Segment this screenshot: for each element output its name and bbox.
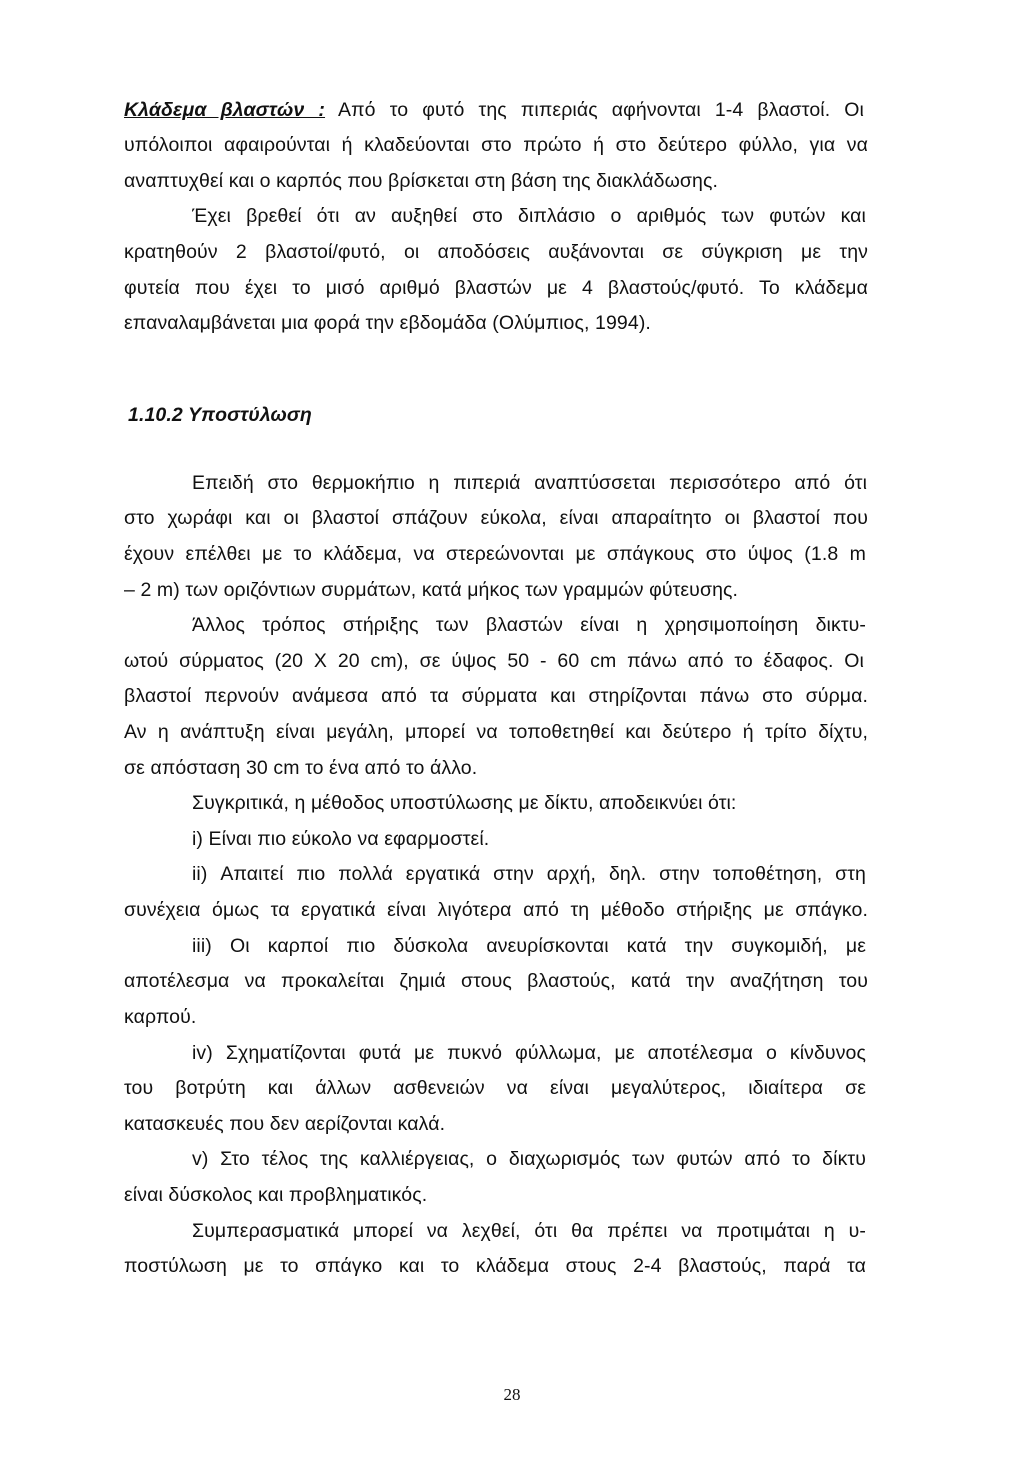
para4-item-i: i) Είναι πιο εύκολο να εφαρμοστεί. xyxy=(192,828,490,850)
para3-line-4: Αν η ανάπτυξη είναι μεγάλη, μπορεί να τοποθετηθεί και δεύτερο ή τρίτο δίχτυ, xyxy=(124,721,868,743)
para5-line-2: ποστύλωση με το σπάγκο και το κλάδεμα στους 2-4 βλαστούς, παρά τα xyxy=(124,1255,866,1277)
para5-line-1: Συμπερασματικά μπορεί να λεχθεί, ότι θα πρέπει να προτιμάται η υ- xyxy=(192,1220,866,1242)
para4-intro: Συγκριτικά, η μέθοδος υποστύλωσης με δίκτυ, αποδεικνύει ότι: xyxy=(192,792,737,814)
para4-item-iii-line-1: iii) Οι καρποί πιο δύσκολα ανευρίσκονται κατά την συγκομιδή, με xyxy=(192,935,866,957)
para4-item-iii-line-2: αποτέλεσμα να προκαλείται ζημιά στους βλαστούς, κατά την αναζήτηση του xyxy=(124,970,868,992)
para1-line-2: υπόλοιποι αφαιρούνται ή κλαδεύονται στο πρώτο ή στο δεύτερο φύλλο, για να xyxy=(124,134,868,156)
para2-line-4: – 2 m) των οριζόντιων συρμάτων, κατά μήκος των γραμμών φύτευσης. xyxy=(124,579,739,601)
para2-line-2: στο χωράφι και οι βλαστοί σπάζουν εύκολα, είναι απαραίτητο οι βλαστοί που xyxy=(124,507,868,529)
para3-line-1: Άλλος τρόπος στήριξης των βλαστών είναι η χρησιμοποίηση δικτυ- xyxy=(192,614,866,636)
para2-line-3: έχουν επέλθει με το κλάδεμα, να στερεώνονται με σπάγκους στο ύψος (1.8 m xyxy=(124,543,866,565)
para1-line-1-text: Από το φυτό της πιπεριάς αφήνονται 1-4 βλαστοί. Οι xyxy=(325,99,864,121)
section-heading: 1.10.2 Υποστύλωση xyxy=(128,404,312,426)
para4-item-ii-line-1: ii) Απαιτεί πιο πολλά εργατικά στην αρχή, δηλ. στην τοποθέτηση, στη xyxy=(192,863,866,885)
para2-line-1: Επειδή στο θερμοκήπιο η πιπεριά αναπτύσσεται περισσότερο από ότι xyxy=(192,472,867,494)
para1-line-5: κρατηθούν 2 βλαστοί/φυτό, οι αποδόσεις αυξάνονται σε σύγκριση με την xyxy=(124,241,868,263)
para3-line-3: βλαστοί περνούν ανάμεσα από τα σύρματα και στηρίζονται πάνω στο σύρμα. xyxy=(124,685,868,707)
para1-line-6: φυτεία που έχει το μισό αριθμό βλαστών με 4 βλαστούς/φυτό. Το κλάδεμα xyxy=(124,277,868,299)
para1-line-4: Έχει βρεθεί ότι αν αυξηθεί στο διπλάσιο ο αριθμός των φυτών και xyxy=(192,205,866,227)
para4-item-ii-line-2: συνέχεια όμως τα εργατικά είναι λιγότερα από τη μέθοδο στήριξης με σπάγκο. xyxy=(124,899,868,921)
para4-item-v-line-2: είναι δύσκολος και προβληματικός. xyxy=(124,1184,428,1206)
para4-item-iv-line-2: του βοτρύτη και άλλων ασθενειών να είναι μεγαλύτερος, ιδιαίτερα σε xyxy=(124,1077,866,1099)
para3-line-2: ωτού σύρματος (20 Χ 20 cm), σε ύψος 50 - 60 cm πάνω από το έδαφος. Οι xyxy=(124,650,864,672)
page-number: 28 xyxy=(503,1385,521,1404)
para4-item-iv-line-1: iv) Σχηματίζονται φυτά με πυκνό φύλλωμα, με αποτέλεσμα ο κίνδυνος xyxy=(192,1042,866,1064)
para1-line-3: αναπτυχθεί και ο καρπός που βρίσκεται στη βάση της διακλάδωσης. xyxy=(124,170,718,192)
para4-item-iii-line-3: καρπού. xyxy=(124,1006,197,1028)
para4-item-iv-line-3: κατασκευές που δεν αερίζονται καλά. xyxy=(124,1113,446,1135)
para1-label: Κλάδεμα βλαστών : xyxy=(124,99,326,121)
para4-item-v-line-1: v) Στο τέλος της καλλιέργειας, ο διαχωρισμός των φυτών από το δίκτυ xyxy=(192,1148,866,1170)
para1-line-1 xyxy=(124,98,864,122)
para3-line-5: σε απόσταση 30 cm το ένα από το άλλο. xyxy=(124,757,478,779)
para1-line-7: επαναλαμβάνεται μια φορά την εβδομάδα (Ολύμπιος, 1994). xyxy=(124,312,651,334)
